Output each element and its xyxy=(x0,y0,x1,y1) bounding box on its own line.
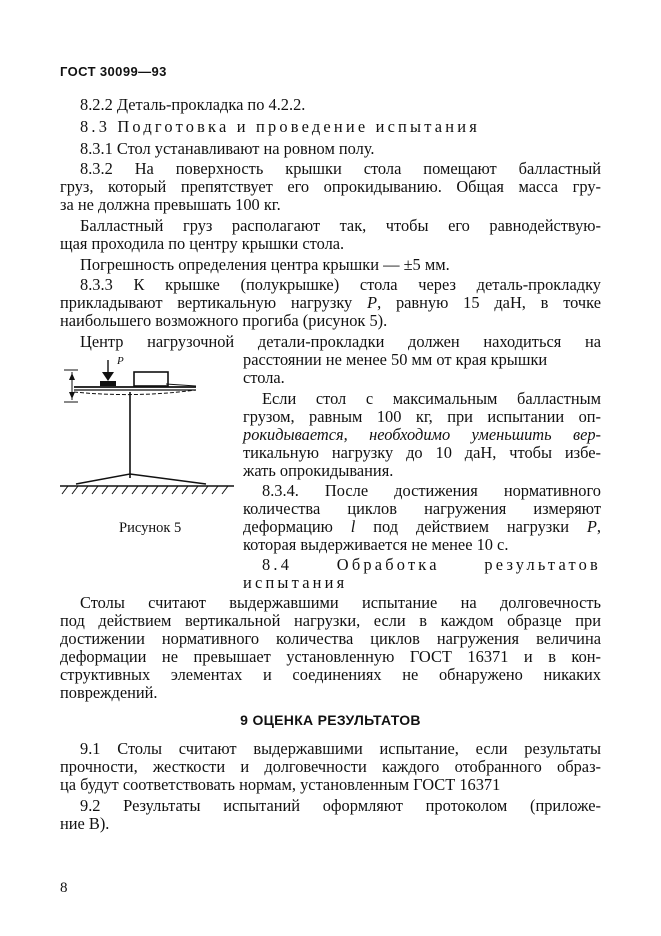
clause-8-3-2-line1: 8.3.2 На поверхность крышки стола помещают балластный xyxy=(80,159,601,178)
durability-line1: Столы считают выдержавшими испытание на долговечность xyxy=(80,593,601,612)
load-center-line3: стола. xyxy=(243,368,285,387)
clause-8-3-4-line4: которая выдерживается не менее 10 с. xyxy=(243,535,509,554)
durability-line2: под действием вертикальной нагрузки, если в каждом образце при xyxy=(60,611,601,630)
durability-line5: структивных элементах и соединениях не обнаружено никаких xyxy=(60,665,601,684)
clause-9-2-line2: ние В). xyxy=(60,814,110,833)
durability-line6: повреждений. xyxy=(60,683,158,702)
tipping-line2: грузом, равным 100 кг, при испытании оп- xyxy=(243,407,601,426)
section-9-heading: 9 ОЦЕНКА РЕЗУЛЬТАТОВ xyxy=(240,712,421,728)
center-tolerance-line: Погрешность определения центра крышки — ±5 мм. xyxy=(80,255,450,274)
clause-9-2-line1: 9.2 Результаты испытаний оформляют протоколом (приложе- xyxy=(80,796,601,815)
clause-8-3-3-line2 xyxy=(60,294,601,312)
clause-8-3-4-line1: 8.3.4. После достижения нормативного xyxy=(262,481,601,500)
durability-line3: достижении нормативного количества циклов нагружения величина xyxy=(60,629,601,648)
clause-9-1-line1: 9.1 Столы считают выдержавшими испытание, если результаты xyxy=(80,739,601,758)
clause-8-3-3-line2-end: , равную 15 даН, в точке xyxy=(377,293,601,312)
document-header: ГОСТ 30099—93 xyxy=(60,64,167,79)
ballast-paragraph-line1: Балластный груз располагают так, чтобы его равнодействую- xyxy=(80,216,601,235)
clause-8-4-title-line1: 8.4 Обработка результатов xyxy=(262,555,601,574)
durability-line4: деформации не превышает установленную ГОСТ 16371 и в кон- xyxy=(60,647,601,666)
page-number: 8 xyxy=(60,880,68,896)
load-symbol-p-2: P xyxy=(586,517,597,536)
ballast-paragraph-line2: щая проходила по центру крышки стола. xyxy=(60,234,345,253)
clause-8-3-4-line3-c: , xyxy=(596,517,602,536)
load-center-line2: расстоянии не менее 50 мм от края крышки xyxy=(243,350,548,369)
tipping-line4: тикальную нагрузку до 10 даН, чтобы избе- xyxy=(243,443,601,462)
clause-8-3-4-line3-b: под действием нагрузки xyxy=(355,517,587,536)
clause-8-3-title: 8.3 Подготовка и проведение испытания xyxy=(80,117,480,136)
load-center-line1: Центр нагрузочной детали-прокладки должен находиться на xyxy=(80,332,601,351)
figure-5-table-diagram xyxy=(56,350,240,510)
clause-8-2-2: 8.2.2 Деталь-прокладка по 4.2.2. xyxy=(80,95,306,114)
tipping-line5: жать опрокидывания. xyxy=(243,461,394,480)
figure-load-label: P xyxy=(117,355,124,367)
load-symbol-p: P xyxy=(367,293,378,312)
clause-8-3-1: 8.3.1 Стол устанавливают на ровном полу. xyxy=(80,139,375,158)
clause-8-3-4-line2: количества циклов нагружения измеряют xyxy=(243,499,601,518)
deformation-symbol-l: l xyxy=(350,517,356,536)
clause-8-3-3-line1: 8.3.3 К крышке (полукрышке) стола через деталь-прокладку xyxy=(80,275,601,294)
clause-8-3-3-line3: наибольшего возможного прогиба (рисунок 5). xyxy=(60,311,388,330)
tipping-line3-text: рокидывается, необходимо уменьшить вер- xyxy=(243,425,601,444)
clause-8-3-4-line3 xyxy=(243,518,601,536)
clause-8-3-4-line3-a: деформацию xyxy=(243,517,351,536)
clause-8-3-2-line2: груз, который препятствует его опрокидыванию. Общая масса гру- xyxy=(60,177,601,196)
clause-8-3-3-line2-start: прикладывают вертикальную нагрузку xyxy=(60,293,368,312)
tipping-line1: Если стол с максимальным балластным xyxy=(262,389,601,408)
tipping-line3 xyxy=(243,426,601,444)
clause-9-1-line2: прочности, жесткости и долговечности каждого отобранного образ- xyxy=(60,757,601,776)
clause-8-4-title-line2: испытания xyxy=(243,573,348,592)
clause-9-1-line3: ца будут соответствовать нормам, установленным ГОСТ 16371 xyxy=(60,775,501,794)
clause-8-3-2-line3: за не должна превышать 100 кг. xyxy=(60,195,281,214)
figure-5-caption: Рисунок 5 xyxy=(119,520,182,536)
